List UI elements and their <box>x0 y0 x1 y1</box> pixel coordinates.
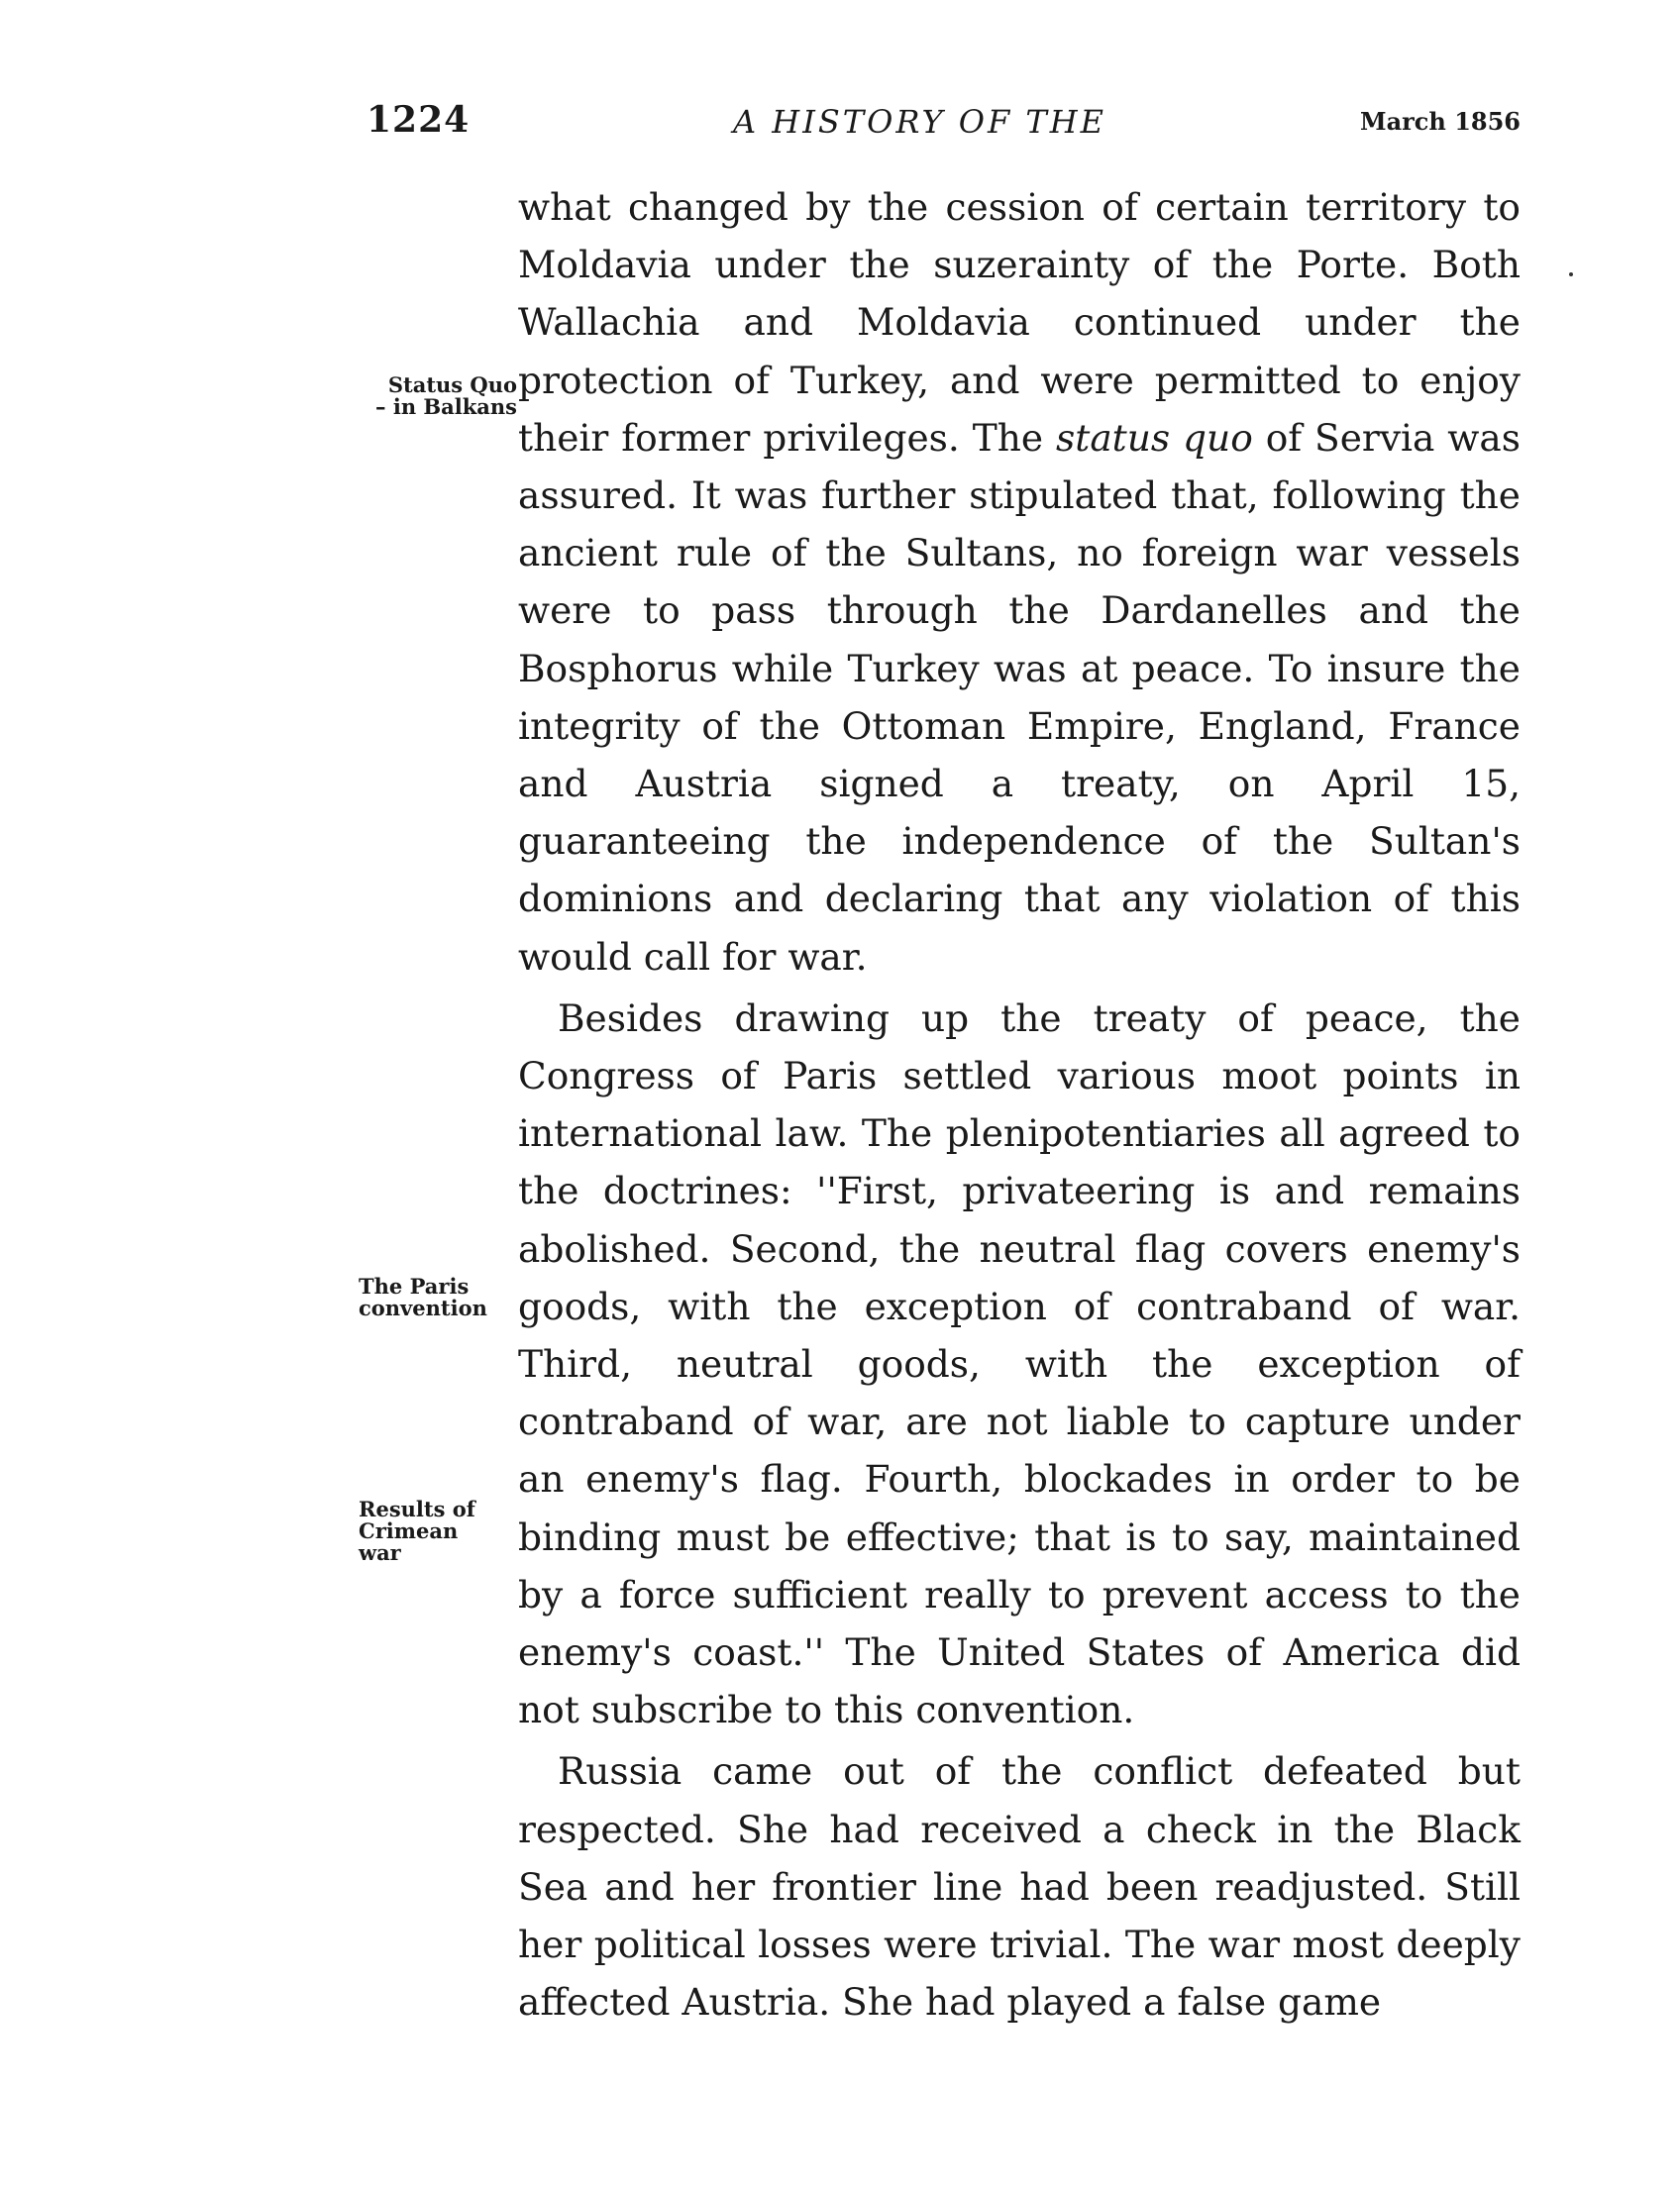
paragraph-1-text: what changed by the cession of certain territory to Moldavia under the suzerainty of the Porte. Both Wallachia and Moldavia continued under the protection of Turkey, and were permitted to enjoy their former privileges. The <box>518 185 1521 460</box>
stray-mark <box>1569 272 1573 276</box>
margin-note-line: Crimean <box>359 1518 459 1543</box>
running-title: A HISTORY OF THE <box>733 103 1106 141</box>
margin-note-line: – in Balkans <box>375 394 517 419</box>
paragraph-3: Russia came out of the conflict defeated but respected. She had received a check in the Black Sea and her frontier line had been readjusted. Still her political losses were trivial. The war most deeply affected Austria. She had played a false game <box>518 1749 1521 2025</box>
page-number: 1224 <box>367 99 471 141</box>
paragraph-1 <box>518 178 1521 986</box>
body-text <box>518 178 1521 2036</box>
running-date: March 1856 <box>1360 107 1521 136</box>
margin-note-line: convention <box>359 1296 487 1320</box>
margin-note-crimean-war <box>359 1499 507 1564</box>
margin-note-paris-convention <box>359 1276 517 1319</box>
page-header <box>367 99 1521 149</box>
margin-note-line: Results of <box>359 1497 475 1521</box>
margin-note-line: war <box>359 1540 401 1565</box>
paragraph-2: Besides drawing up the treaty of peace, the Congress of Paris settled various moot points in international law. The plenipotentiaries all agreed to the doctrines: ''First, privateering is and remains abolished. Second, the neutral flag covers enemy's goods, with the exception of contraband of war. Third, neutral goods, with the exception of contraband of war, are not liable to capture under an enemy's flag. Fourth, blockades in order to be binding must be effective; that is to say, maintained by a force sufficient really to prevent access to the enemy's coast.'' The United States of America did not subscribe to this convention. <box>518 995 1521 1732</box>
paragraph-1-continued: of Servia was assured. It was further stipulated that, following the ancient rule of the Sultans, no foreign war vessels were to pass through the Dardanelles and the Bosphorus while Turkey was at peace. To insure the integrity of the Ottoman Empire, England, France and Austria signed a treaty, on April 15, guaranteeing the independence of the Sultan's dominions and declaring that any violation of this would call for war. <box>518 415 1521 979</box>
margin-note-line: Status Quo <box>387 372 517 397</box>
italic-status-quo: status quo <box>1056 415 1253 460</box>
margin-note-status-quo <box>337 374 517 418</box>
margin-note-line: The Paris <box>359 1274 470 1299</box>
